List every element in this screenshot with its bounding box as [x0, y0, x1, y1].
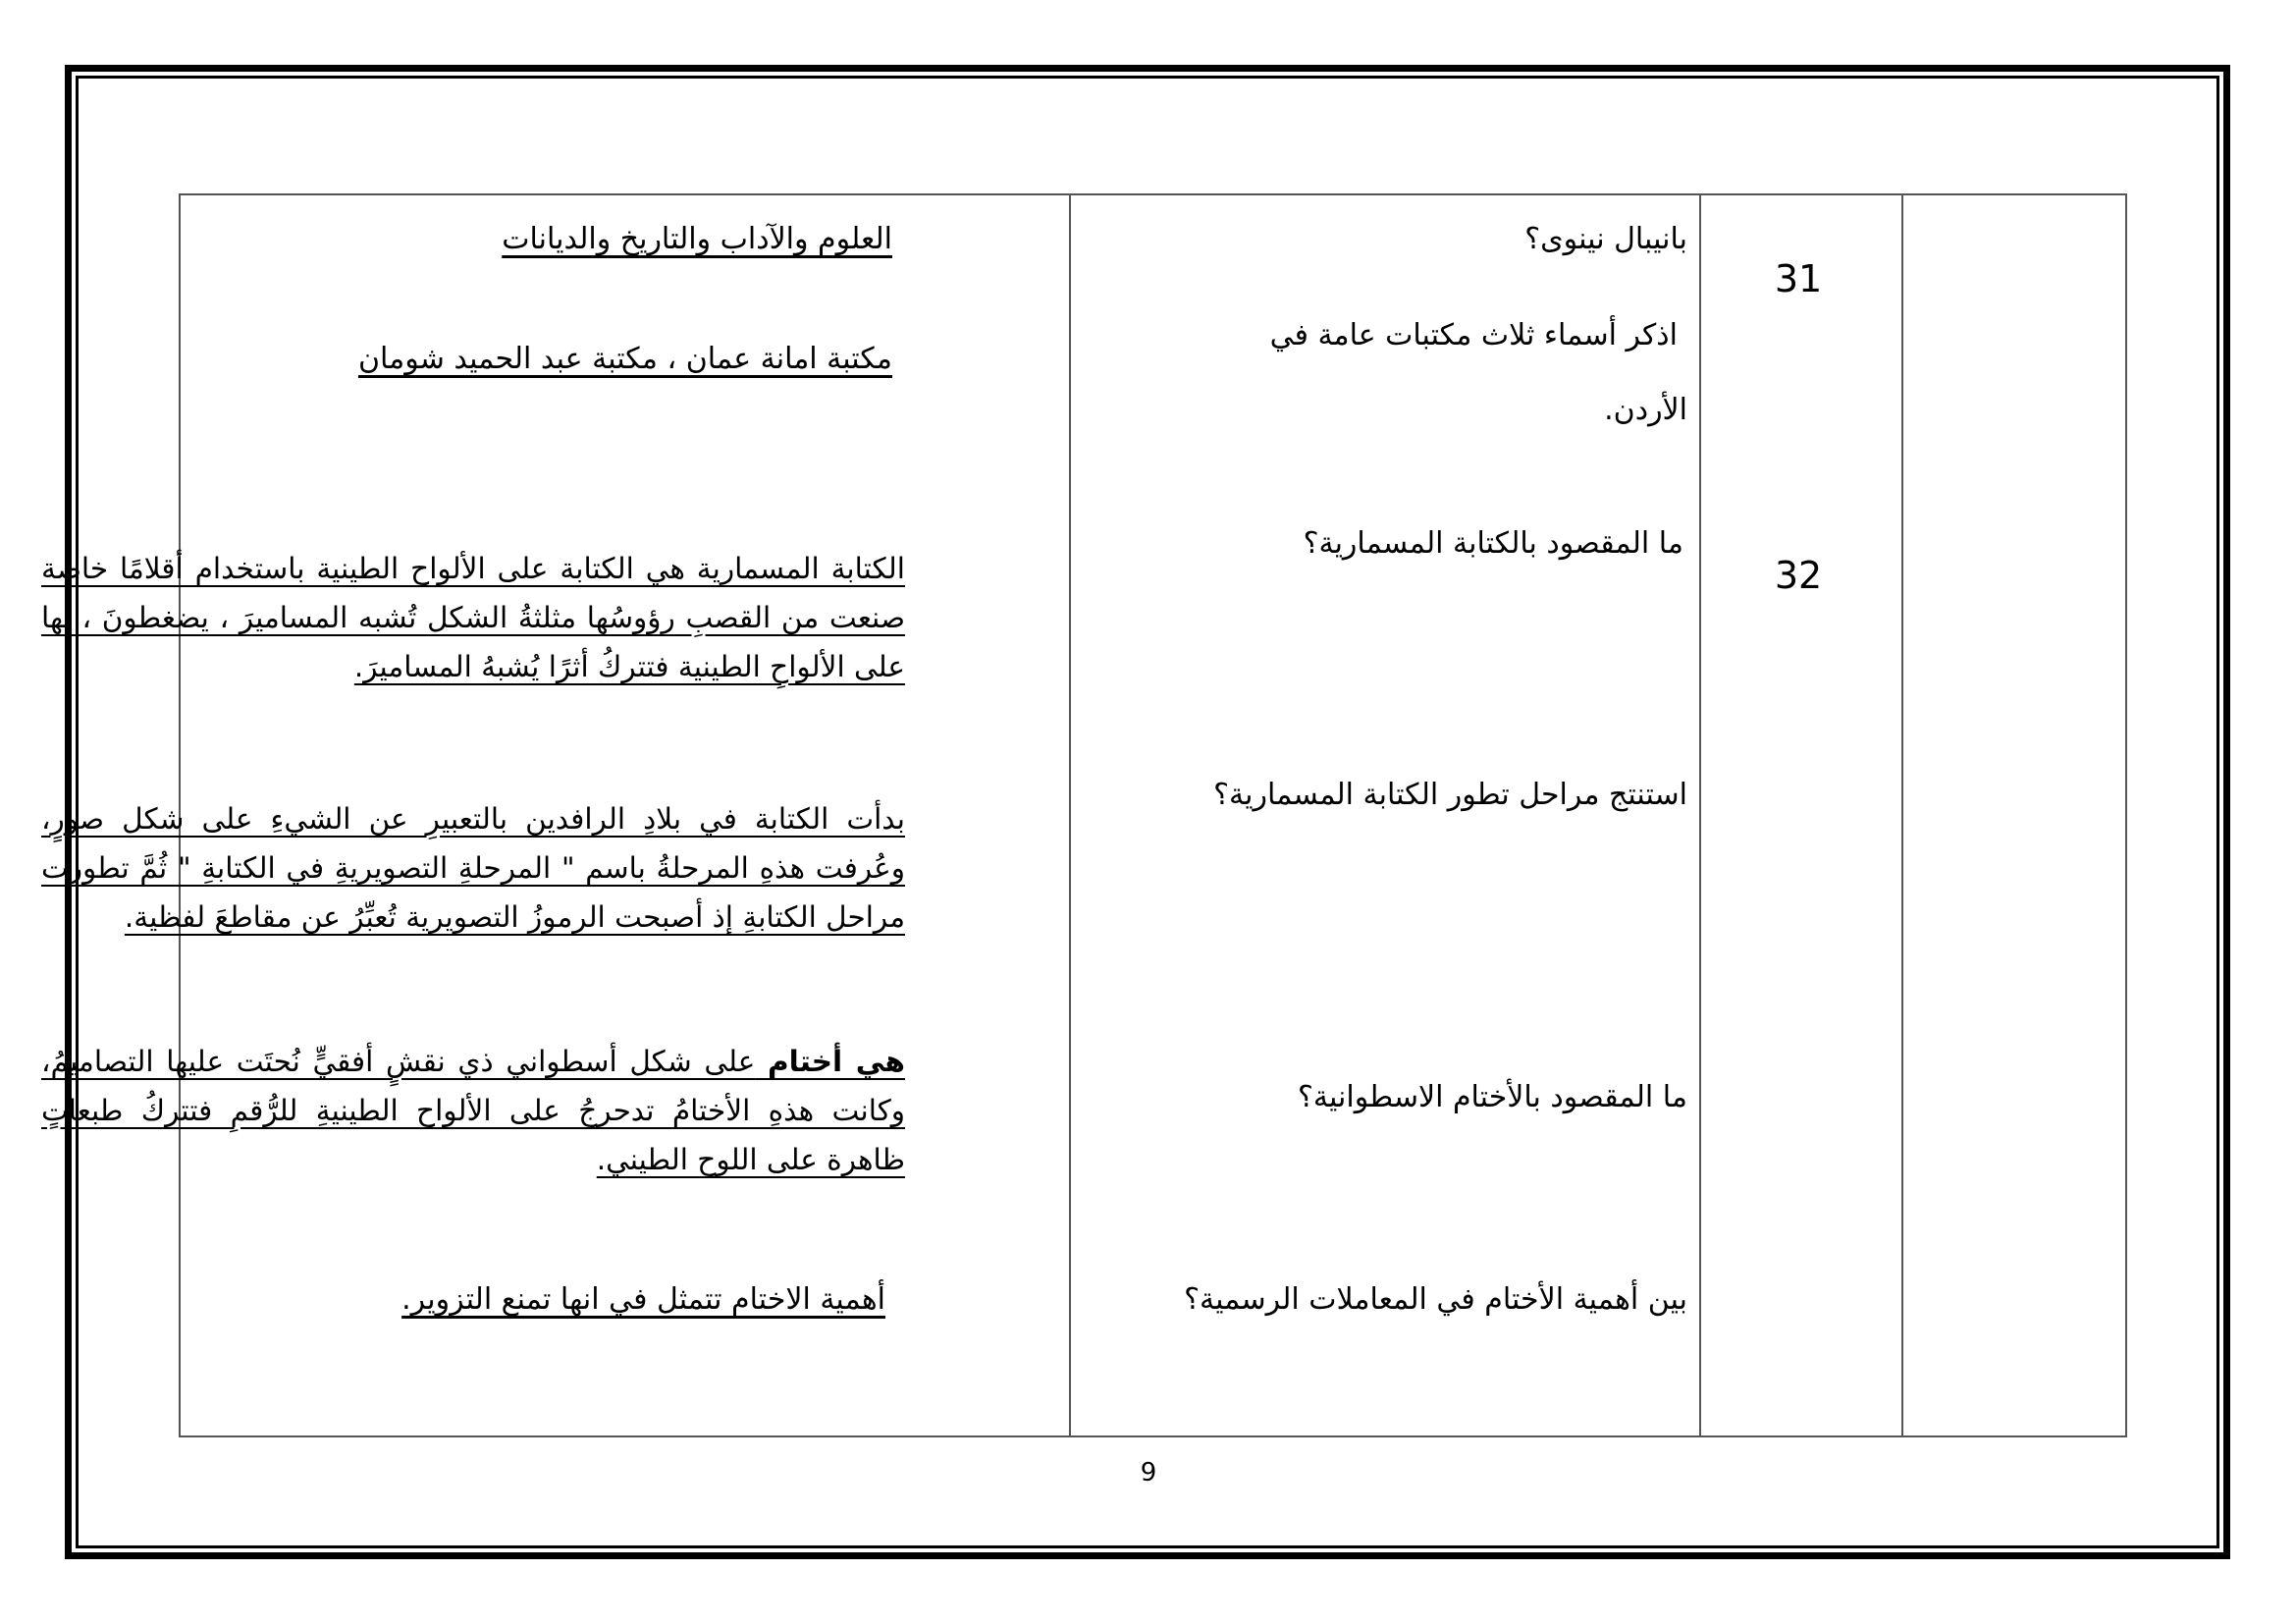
answer-paragraph: الكتابة المسمارية هي الكتابة على الألواح الطينية باستخدام أقلامًا خاصة صنعت من القصبِ رؤوسُها مثلثةُ الشكل تُشبه المساميرَ ، يضغطونَ ، بها على الألواحِ الطينية فتتركُ أثرًا يُشبهُ المساميرَ.	[41, 552, 905, 683]
column-divider-number	[1901, 195, 1903, 1435]
column-divider-question	[1699, 195, 1701, 1435]
question-text: بين أهمية الأختام في المعاملات الرسمية؟	[1184, 1282, 1687, 1317]
question-text: الأردن.	[1604, 393, 1687, 427]
answer-paragraph: بدأت الكتابة في بلادِ الرافدين بالتعبيرِ عن الشيءِ على شكل صورٍ، وعُرفت هذهِ المرحلةُ باسم " المرحلةِ التصويريةِ في الكتابةِ " ثُمَّ تطورت مراحل الكتابةِ إذ أصبحت الرموزُ التصويرية تُعبِّرُ عن مقاطعَ لفظية.	[41, 802, 905, 934]
answer-paragraph	[41, 1037, 905, 1184]
question-text: ما المقصود بالكتابة المسمارية؟	[1303, 526, 1683, 561]
answer-bold-prefix: هي أختام	[768, 1045, 905, 1078]
questions-answers-table	[41, 193, 2127, 1437]
question-text: اذكر أسماء ثلاث مكتبات عامة في	[1269, 318, 1678, 352]
answer-text: أهمية الاختام تتمثل في انها تمنع التزوير.	[401, 1282, 885, 1317]
question-text: بانيبال نينوى؟	[1524, 222, 1687, 256]
answer-text: مكتبة امانة عمان ، مكتبة عبد الحميد شومان	[357, 342, 892, 376]
question-text: ما المقصود بالأختام الاسطوانية؟	[1297, 1080, 1687, 1114]
question-number: 31	[1774, 257, 1823, 300]
answer-text: العلوم والآداب والتاريخ والديانات	[502, 222, 892, 256]
page-number: 9	[1140, 1458, 1157, 1488]
column-divider-answer	[1069, 195, 1071, 1435]
question-number: 32	[1774, 554, 1823, 597]
answer-text: على شكل أسطواني ذي نقشٍ أفقيٍّ نُحتَت عليها التصاميمُ، وكانت هذهِ الأختامُ تدحرجُ على الألواح الطينيةِ للرُّقمِ فتتركُ طبعاتٍ ظاهرة على اللوح الطيني.	[41, 1045, 905, 1176]
question-text: استنتج مراحل تطور الكتابة المسمارية؟	[1213, 778, 1687, 812]
